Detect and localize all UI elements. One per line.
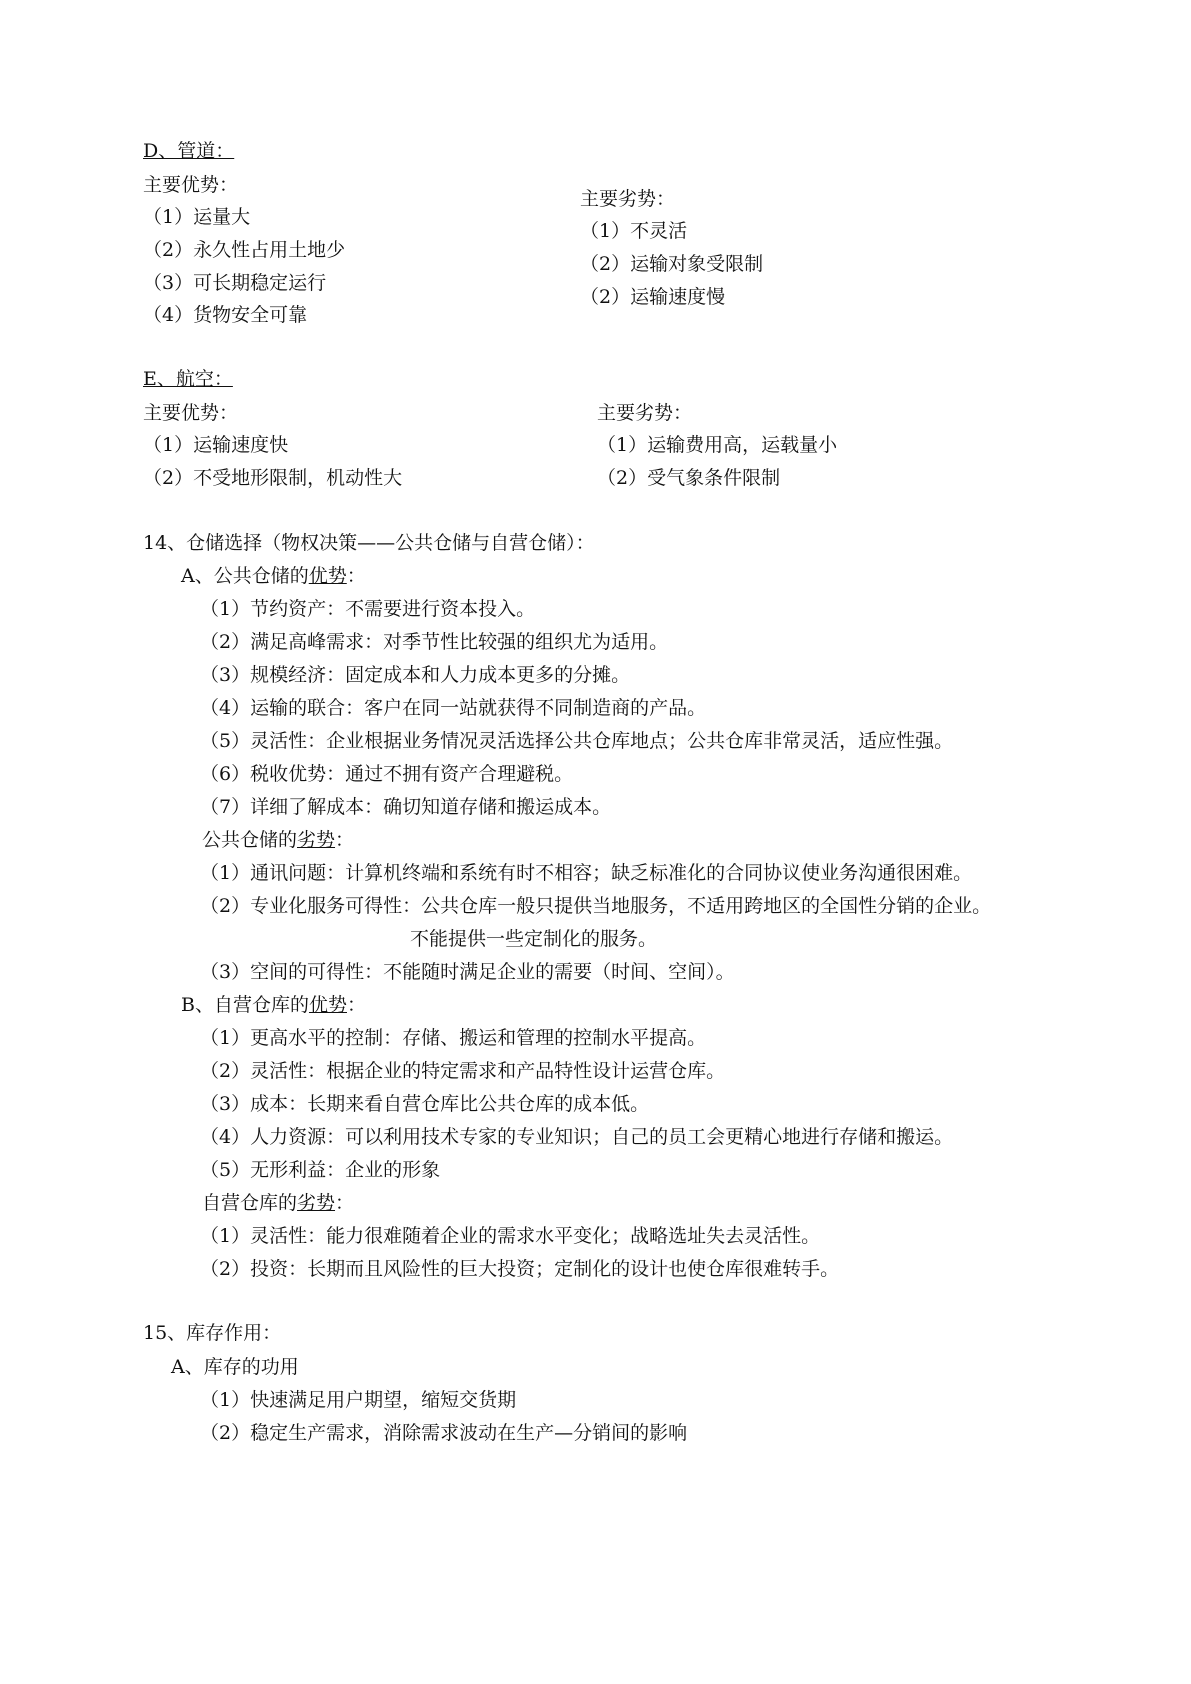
private-warehouse-advantage-item: （2）灵活性：根据企业的特定需求和产品特性设计运营仓库。 xyxy=(200,1060,726,1082)
pipeline-disadvantage-item: （2）运输速度慢 xyxy=(580,286,726,308)
public-storage-disadvantage-item: （2）专业化服务可得性：公共仓库一般只提供当地服务，不适用跨地区的全国性分销的企业。 xyxy=(200,895,992,917)
section-15-title: 15、库存作用： xyxy=(143,1322,282,1344)
inventory-function-heading: A、库存的功用 xyxy=(171,1356,299,1378)
public-storage-disadvantage-item: （1）通讯问题：计算机终端和系统有时不相容；缺乏标准化的合同协议使业务沟通很困难。 xyxy=(200,862,973,884)
air-disadvantage-item: （2）受气象条件限制 xyxy=(597,467,781,489)
inventory-function-item: （2）稳定生产需求，消除需求波动在生产—分销间的影响 xyxy=(200,1422,688,1444)
air-advantage-item: （1）运输速度快 xyxy=(143,434,289,456)
pipeline-heading: D、管道： xyxy=(143,140,235,162)
private-warehouse-advantage-item: （1）更高水平的控制：存储、搬运和管理的控制水平提高。 xyxy=(200,1027,707,1049)
pipeline-advantage-item: （3）可长期稳定运行 xyxy=(143,272,327,294)
public-storage-advantage-item: （3）规模经济：固定成本和人力成本更多的分摊。 xyxy=(200,664,631,686)
air-advantage-item: （2）不受地形限制，机动性大 xyxy=(143,467,403,489)
private-warehouse-advantage-item: （3）成本：长期来看自营仓库比公共仓库的成本低。 xyxy=(200,1093,650,1115)
public-storage-advantage-item: （7）详细了解成本：确切知道存储和搬运成本。 xyxy=(200,796,612,818)
private-warehouse-disadvantages-heading: 自营仓库的劣势： xyxy=(202,1192,355,1214)
public-storage-advantage-item: （6）税收优势：通过不拥有资产合理避税。 xyxy=(200,763,574,785)
private-warehouse-advantage-item: （4）人力资源：可以利用技术专家的专业知识；自己的员工会更精心地进行存储和搬运。 xyxy=(200,1126,954,1148)
private-warehouse-advantage-item: （5）无形利益：企业的形象 xyxy=(200,1159,441,1181)
public-storage-disadvantage-continuation: 不能提供一些定制化的服务。 xyxy=(410,928,658,950)
public-storage-advantages-heading: A、公共仓储的优势： xyxy=(181,565,366,587)
air-disadvantages-title: 主要劣势： xyxy=(597,402,693,424)
section-14-title: 14、仓储选择（物权决策——公共仓储与自营仓储）： xyxy=(143,532,595,554)
public-storage-disadvantages-heading: 公共仓储的劣势： xyxy=(202,829,355,851)
inventory-function-item: （1）快速满足用户期望，缩短交货期 xyxy=(200,1389,517,1411)
public-storage-disadvantage-item: （3）空间的可得性：不能随时满足企业的需要（时间、空间）。 xyxy=(200,961,735,983)
pipeline-advantage-item: （2）永久性占用土地少 xyxy=(143,239,346,261)
public-storage-advantage-item: （5）灵活性：企业根据业务情况灵活选择公共仓库地点；公共仓库非常灵活，适应性强。 xyxy=(200,730,954,752)
air-advantages-title: 主要优势： xyxy=(143,402,239,424)
private-warehouse-disadvantage-item: （1）灵活性：能力很难随着企业的需求水平变化；战略选址失去灵活性。 xyxy=(200,1225,821,1247)
pipeline-advantages-title: 主要优势： xyxy=(143,174,239,196)
public-storage-advantage-item: （2）满足高峰需求：对季节性比较强的组织尤为适用。 xyxy=(200,631,669,653)
private-warehouse-advantages-heading: B、自营仓库的优势： xyxy=(181,994,366,1016)
pipeline-disadvantage-item: （2）运输对象受限制 xyxy=(580,253,764,275)
pipeline-advantage-item: （1）运量大 xyxy=(143,206,251,228)
pipeline-advantage-item: （4）货物安全可靠 xyxy=(143,304,308,326)
private-warehouse-disadvantage-item: （2）投资：长期而且风险性的巨大投资；定制化的设计也使仓库很难转手。 xyxy=(200,1258,840,1280)
pipeline-disadvantage-item: （1）不灵活 xyxy=(580,220,688,242)
public-storage-advantage-item: （1）节约资产：不需要进行资本投入。 xyxy=(200,598,536,620)
air-heading: E、航空： xyxy=(143,368,233,390)
air-disadvantage-item: （1）运输费用高，运载量小 xyxy=(597,434,838,456)
public-storage-advantage-item: （4）运输的联合：客户在同一站就获得不同制造商的产品。 xyxy=(200,697,707,719)
pipeline-disadvantages-title: 主要劣势： xyxy=(580,188,676,210)
